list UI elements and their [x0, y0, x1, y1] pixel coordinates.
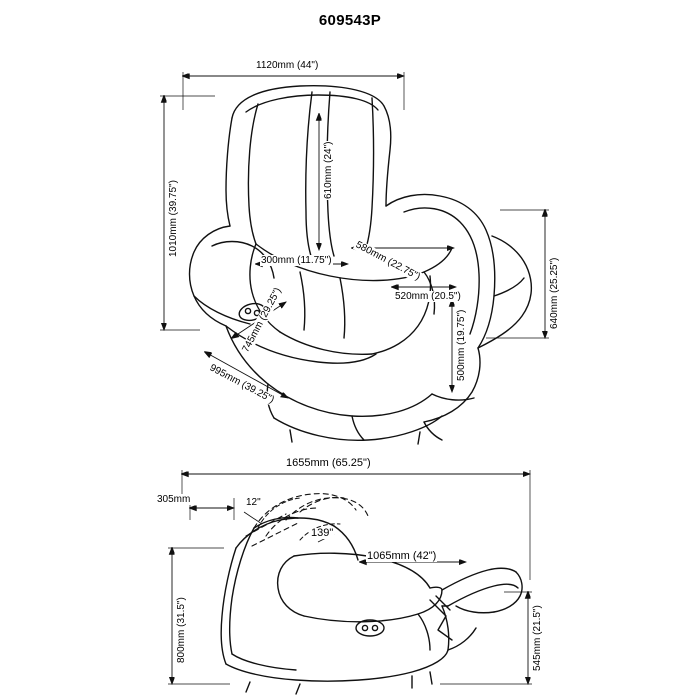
dim-overall-width: 1120mm (44") [256, 60, 319, 71]
dim-overall-height: 1010mm (39.75") [168, 180, 179, 257]
dim-seat-to-footrest: 1065mm (42") [367, 550, 437, 562]
dim-seat-depth: 520mm (20.5") [395, 291, 461, 302]
dim-arm-height: 640mm (25.25") [549, 257, 560, 329]
dim-back-height: 610mm (24") [323, 141, 334, 199]
dim-footrest-height: 545mm (21.5") [532, 605, 543, 671]
dim-side-back-height: 800mm (31.5") [176, 597, 187, 663]
page-title: 609543P [318, 12, 382, 29]
dim-diagonal-depth: 995mm (39.25") [207, 362, 276, 406]
dim-seat-height: 500mm (19.75") [456, 309, 467, 381]
dim-seat-back-width: 580mm (22.75") [353, 239, 422, 283]
dim-recline-angle-small: 12" [246, 497, 261, 508]
dim-reclined-length: 1655mm (65.25") [286, 457, 371, 469]
dim-seat-width-angled: 745mm (29.25") [240, 286, 284, 355]
dim-wall-clearance: 305mm [157, 494, 191, 505]
dim-arm-width: 300mm (11.75") [261, 255, 332, 266]
dim-recline-angle-large: 139" [311, 527, 334, 539]
